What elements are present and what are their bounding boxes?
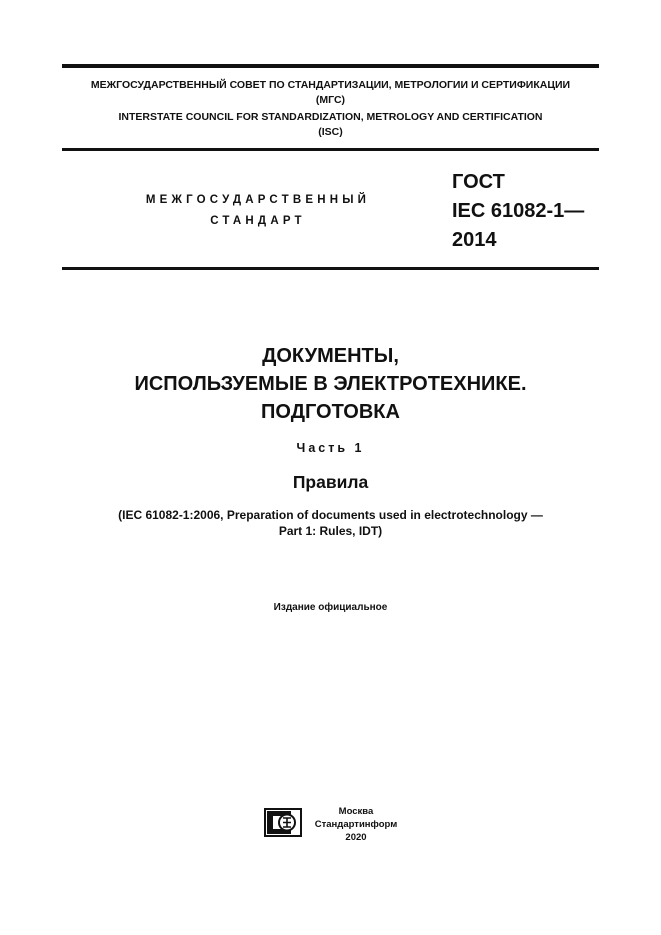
lower-rule — [62, 267, 599, 270]
council-ru-name: МЕЖГОСУДАРСТВЕННЫЙ СОВЕТ ПО СТАНДАРТИЗАЦИИ, МЕТРОЛОГИИ И СЕРТИФИКАЦИИ — [90, 79, 571, 91]
standard-kind-line1: МЕЖГОСУДАРСТВЕННЫЙ — [145, 194, 371, 206]
council-en-name: INTERSTATE COUNCIL FOR STANDARDIZATION, METROLOGY AND CERTIFICATION — [118, 111, 543, 123]
title-line2: ИСПОЛЬЗУЕМЫЕ В ЭЛЕКТРОТЕХНИКЕ. — [134, 373, 527, 395]
council-ru-abbr: (МГС) — [315, 94, 346, 106]
standard-kind-line2: СТАНДАРТ — [210, 215, 306, 227]
publisher-year: 2020 — [345, 832, 367, 843]
part-label: Часть 1 — [296, 441, 365, 455]
council-en — [62, 110, 599, 140]
iec-reference-line1: (IEC 61082-1:2006, Preparation of documents used in electrotechnology — — [118, 508, 543, 522]
title-line1: ДОКУМЕНТЫ, — [262, 345, 399, 367]
document-title — [62, 342, 599, 426]
standartinform-logo-icon — [264, 808, 302, 837]
iec-reference — [62, 507, 599, 539]
gost-label: ГОСТ — [452, 171, 505, 193]
council-ru — [62, 78, 599, 108]
top-rule — [62, 64, 599, 68]
part-subtitle: Правила — [292, 472, 369, 492]
gost-year: 2014 — [452, 229, 497, 251]
iec-reference-line2: Part 1: Rules, IDT) — [278, 524, 383, 538]
gost-designation — [452, 168, 584, 255]
standard-kind — [100, 190, 416, 232]
publisher-city: Москва — [338, 806, 374, 817]
middle-rule — [62, 148, 599, 151]
publisher-name: Стандартинформ — [314, 819, 398, 830]
edition-note: Издание официальное — [273, 602, 388, 613]
gost-number: IEC 61082-1— — [452, 200, 585, 222]
council-en-abbr: (ISC) — [318, 126, 343, 138]
title-line3: ПОДГОТОВКА — [261, 401, 400, 423]
publisher-imprint — [308, 805, 404, 844]
